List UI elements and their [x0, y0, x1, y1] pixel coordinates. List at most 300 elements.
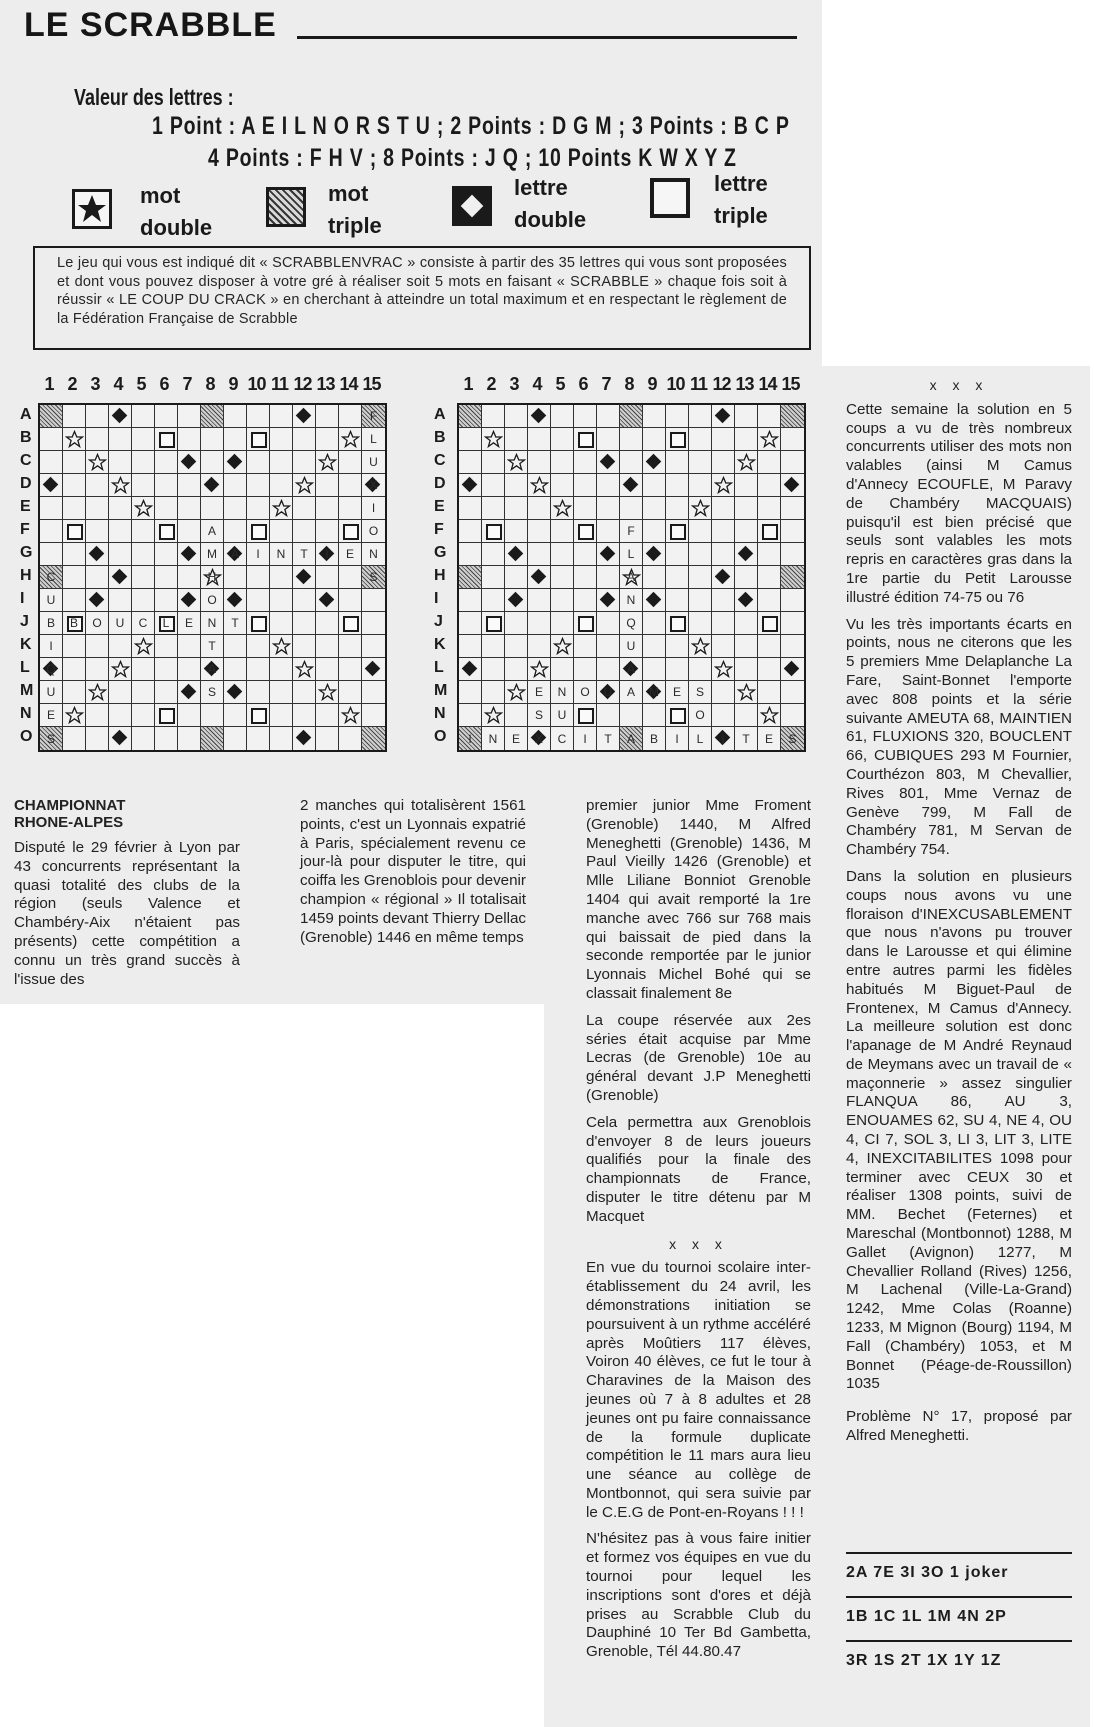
board-right-cell [758, 405, 781, 428]
board-left-cell [270, 520, 293, 543]
board-left-cell [155, 428, 178, 451]
double-letter-diamond-icon [227, 454, 243, 470]
board-left-cell [40, 681, 63, 704]
article-col1-paragraph: Disputé le 29 février à Lyon par 43 concurrents représentant la quasi totalité des clubs de la région (seuls Valence et Chambéry-Aix n'étaient pas présents) cette compétition a connu un très grand succès à l'issue des [14, 839, 240, 988]
board-right-cell [597, 658, 620, 681]
board-left-cell [247, 543, 270, 566]
board-right-cell [597, 474, 620, 497]
board-left-cell [109, 727, 132, 750]
board-left-cell [316, 681, 339, 704]
board-right-cell [551, 543, 574, 566]
double-letter-diamond-icon [462, 477, 478, 493]
board-tile-letter: U [557, 708, 567, 722]
board-right-cell [528, 704, 551, 727]
board-left-cell [63, 543, 86, 566]
board-right-triple-word-cell [781, 405, 804, 428]
board-left-cell [40, 474, 63, 497]
board-right-cell [574, 658, 597, 681]
board-left-cell [109, 704, 132, 727]
board-right-cell [735, 474, 758, 497]
double-letter-diamond-icon [112, 569, 128, 585]
board-left-cell [247, 727, 270, 750]
board-tile-letter: U [369, 455, 378, 469]
board-left-cell [86, 635, 109, 658]
board-right-cell [597, 727, 620, 750]
board-left-cell [247, 428, 270, 451]
article-column-4 [846, 372, 1072, 1454]
board-left-cell [63, 635, 86, 658]
board-right-cell [643, 520, 666, 543]
board-row-letter: L [434, 659, 444, 676]
board-right-cell [574, 727, 597, 750]
board-left-cell [132, 681, 155, 704]
double-letter-diamond-icon [112, 730, 128, 746]
board-left-cell [86, 428, 109, 451]
board-right-cell [505, 658, 528, 681]
board-right-cell [643, 681, 666, 704]
board-tile-letter: L [370, 432, 377, 446]
board-left-cell [362, 428, 385, 451]
board-right-cell [597, 543, 620, 566]
board-right-cell [689, 428, 712, 451]
board-right-cell [574, 497, 597, 520]
board-right-cell [459, 635, 482, 658]
board-left-cell [224, 405, 247, 428]
lettre-triple-square-icon [650, 178, 690, 218]
board-tile-letter: I [675, 731, 679, 746]
board-left-cell [270, 681, 293, 704]
double-letter-diamond-icon [738, 592, 754, 608]
board-right-cell [712, 451, 735, 474]
page-title: LE SCRABBLE [24, 6, 277, 44]
board-right-cell [758, 704, 781, 727]
board-left-cell [316, 612, 339, 635]
board-left-cell [293, 658, 316, 681]
board-left-cell [362, 543, 385, 566]
board-column-number: 1 [463, 374, 474, 394]
board-right-triple-word-cell [459, 727, 482, 750]
board-left-cell [178, 566, 201, 589]
board-left-cell [132, 658, 155, 681]
board-column-number: 7 [182, 374, 193, 394]
board-tile-letter: M [649, 685, 659, 699]
double-letter-diamond-icon [462, 661, 478, 677]
double-letter-diamond-icon [715, 408, 731, 424]
board-left-cell [63, 704, 86, 727]
board-left-cell [270, 428, 293, 451]
board-right-cell [482, 704, 505, 727]
board-tile-letter: H [207, 570, 217, 584]
board-right-cell [758, 658, 781, 681]
board-left-cell [316, 474, 339, 497]
board-right-cell [528, 520, 551, 543]
board-tile-letter: S [46, 731, 55, 746]
board-left-cell [270, 704, 293, 727]
board-right-cell [735, 566, 758, 589]
board-tile-letter: M [207, 547, 217, 561]
board-right-cell [597, 704, 620, 727]
board-tile-letter: N [276, 547, 286, 561]
board-right-cell [459, 520, 482, 543]
board-left-cell [155, 635, 178, 658]
board-row-letter: J [434, 613, 443, 630]
board-tile-letter: T [742, 731, 750, 746]
board-left-cell [293, 405, 316, 428]
board-left-cell [86, 566, 109, 589]
board-tile-letter: T [231, 616, 239, 630]
double-letter-diamond-icon [112, 408, 128, 424]
board-left-cell [224, 428, 247, 451]
board-left-cell [132, 497, 155, 520]
board-left-cell [40, 543, 63, 566]
board-left-cell [86, 658, 109, 681]
board-left-cell [40, 704, 63, 727]
board-left-cell [40, 497, 63, 520]
board-right-cell [574, 451, 597, 474]
board-left-cell [201, 589, 224, 612]
legend-lettre-double-word1: lettre [514, 175, 568, 200]
letter-values-line1: 1 Point : A E I L N O R S T U ; 2 Points : D G M ; 3 Points : B C P [152, 112, 790, 140]
double-letter-diamond-icon [715, 569, 731, 585]
board-tile-letter: X [369, 478, 378, 492]
board-left-cell [155, 704, 178, 727]
board-right-cell [643, 612, 666, 635]
board-right-cell [643, 727, 666, 750]
board-right-cell [551, 635, 574, 658]
double-letter-diamond-icon [600, 454, 616, 470]
board-left-cell [247, 451, 270, 474]
board-right-cell [781, 428, 804, 451]
board-left-cell [316, 520, 339, 543]
board-right-cell [666, 566, 689, 589]
board-tile-letter: S [207, 685, 216, 699]
board-right-cell [712, 520, 735, 543]
board-tile-letter: Q [626, 616, 636, 630]
board-right-cell [597, 428, 620, 451]
board-right-cell [459, 681, 482, 704]
board-tile-letter: S [788, 731, 797, 746]
article-col3-paragraph-1: premier junior Mme Froment (Grenoble) 1440, M Alfred Meneghetti (Grenoble) 1436, M Paul Vieilly 1426 (Grenoble) et Mlle Liliane Bonniot Grenoble 1404 qui avait remporté la 1re manche avec 766 sur 768 mais qui baissait de pied dans la seconde remportée par le junior Lyonnais Michel Bohé qui se classait finalement 8e [586, 797, 811, 1002]
board-tile-letter: A [207, 662, 216, 676]
board-right-cell [712, 543, 735, 566]
board-right-cell [574, 428, 597, 451]
board-left-cell [178, 451, 201, 474]
triple-letter-square-icon [159, 432, 175, 448]
board-left-cell [109, 612, 132, 635]
board-tile-letter: A [230, 547, 239, 561]
board-right-cell [689, 520, 712, 543]
triple-letter-square-icon [67, 524, 83, 540]
board-left-cell [40, 635, 63, 658]
board-column-number: 14 [339, 374, 358, 394]
double-letter-diamond-icon [319, 592, 335, 608]
board-left-cell [224, 520, 247, 543]
board-row-letter: M [434, 682, 448, 699]
triple-letter-square-icon [251, 616, 267, 632]
board-left-cell [132, 635, 155, 658]
legend-lettre-double-label [514, 172, 586, 236]
board-right-cell [781, 704, 804, 727]
double-letter-diamond-icon [181, 592, 197, 608]
board-column-number: 15 [362, 374, 381, 394]
board-right-cell [758, 428, 781, 451]
board-right-cell [666, 635, 689, 658]
board-left-cell [247, 566, 270, 589]
board-left-cell [362, 520, 385, 543]
board-row-letter: E [20, 498, 31, 515]
board-tile-letter: L [162, 616, 170, 630]
triple-letter-square-icon [343, 616, 359, 632]
board-row-letter: N [434, 705, 446, 722]
triple-letter-square-icon [578, 708, 594, 724]
board-right-cell [735, 520, 758, 543]
board-left-cell [339, 474, 362, 497]
board-left-cell [40, 612, 63, 635]
board-left-cell [86, 474, 109, 497]
board-column-number: 2 [67, 374, 78, 394]
board-tile-letter: F [627, 524, 635, 538]
board-left-cell [155, 612, 178, 635]
board-left-cell [270, 405, 293, 428]
board-right-cell [758, 520, 781, 543]
board-tile-letter: I [256, 547, 260, 561]
board-right-cell [620, 704, 643, 727]
board-left-cell [155, 681, 178, 704]
board-left-cell [293, 520, 316, 543]
board-right-cell [735, 612, 758, 635]
board-tile-letter: L [696, 731, 704, 746]
board-right-cell [666, 589, 689, 612]
board-right-cell [666, 428, 689, 451]
board-left-cell [178, 635, 201, 658]
board-column-number: 13 [316, 374, 335, 394]
board-left-cell [247, 704, 270, 727]
board-tile-letter: E [511, 731, 520, 746]
double-letter-diamond-icon [296, 408, 312, 424]
board-right-cell [735, 635, 758, 658]
board-right-cell [620, 635, 643, 658]
board-left-cell [201, 612, 224, 635]
board-left-row-letters [20, 403, 33, 748]
board-left-cell [339, 612, 362, 635]
board-right-cell [735, 405, 758, 428]
board-right-cell [551, 520, 574, 543]
board-tile-letter: E [764, 731, 773, 746]
board-left-cell [224, 451, 247, 474]
board-left-cell [109, 520, 132, 543]
board-left-cell [86, 451, 109, 474]
board-right-cell [643, 566, 666, 589]
triple-letter-square-icon [486, 524, 502, 540]
board-tile-letter: N [207, 616, 217, 630]
board-right-triple-word-cell [620, 405, 643, 428]
article-col3-paragraph-2: La coupe réservée aux 2es séries était acquise par Mme Lecras (de Grenoble) 10e au général devant J.P Meneghetti (Grenoble) [586, 1011, 811, 1104]
board-right-row-letters [434, 403, 447, 748]
board-left-cell [86, 520, 109, 543]
board-right-cell [620, 566, 643, 589]
board-left-cell [270, 612, 293, 635]
board-right-cell [505, 405, 528, 428]
board-right-cell [735, 497, 758, 520]
board-column-number: 2 [486, 374, 497, 394]
board-right-cell [620, 520, 643, 543]
board-right-cell [758, 543, 781, 566]
triple-letter-square-icon [159, 708, 175, 724]
board-right-cell [689, 681, 712, 704]
board-right-cell [689, 543, 712, 566]
board-left-cell [316, 727, 339, 750]
board-left-cell [178, 589, 201, 612]
board-left-cell [109, 589, 132, 612]
board-row-letter: C [20, 452, 32, 469]
article-column-3 [586, 797, 811, 1670]
board-left-triple-word-cell [362, 405, 385, 428]
legend-mot-triple-word1: mot [328, 181, 369, 206]
board-left-cell [155, 727, 178, 750]
board-left-cell [247, 635, 270, 658]
board-right-cell [666, 497, 689, 520]
board-row-letter: H [434, 567, 446, 584]
double-letter-diamond-icon [227, 684, 243, 700]
board-left-cell [155, 405, 178, 428]
board-right-cell [643, 635, 666, 658]
double-letter-diamond-icon [181, 454, 197, 470]
board-left-cell [293, 727, 316, 750]
triple-letter-square-icon [578, 524, 594, 540]
board-left-cell [63, 405, 86, 428]
board-right-cell [574, 635, 597, 658]
section-separator-top: x x x [929, 377, 989, 393]
board-column-number: 3 [509, 374, 520, 394]
board-right-cell [482, 428, 505, 451]
board-left-cell [109, 474, 132, 497]
board-tile-letter: S [369, 570, 378, 584]
board-right-cell [505, 543, 528, 566]
board-right-cell [574, 589, 597, 612]
board-right-cell [574, 612, 597, 635]
board-left-cell [293, 681, 316, 704]
board-right-cell [666, 543, 689, 566]
board-right-cell [758, 635, 781, 658]
board-left-cell [155, 566, 178, 589]
triple-letter-square-icon [251, 524, 267, 540]
board-left-cell [293, 635, 316, 658]
board-right-cell [758, 497, 781, 520]
board-tile-letter: N [488, 731, 498, 746]
board-right-cell [459, 589, 482, 612]
board-column-number: 4 [113, 374, 124, 394]
board-left-cell [362, 612, 385, 635]
board-left-cell [155, 658, 178, 681]
mot-triple-hatch-icon [266, 187, 306, 227]
legend-lettre-triple-word2: triple [714, 203, 768, 228]
board-tile-letter: A [626, 662, 635, 676]
problem-draw-3: 3R 1S 2T 1X 1Y 1Z [846, 1640, 1072, 1684]
board-right-cell [781, 451, 804, 474]
triple-letter-square-icon [251, 432, 267, 448]
board-right-triple-word-cell [459, 405, 482, 428]
scrabble-board-left [38, 403, 387, 752]
board-tile-letter: U [603, 685, 613, 699]
board-left-cell [362, 589, 385, 612]
board-left-cell [247, 612, 270, 635]
board-right-cell [551, 566, 574, 589]
board-left-cell [178, 543, 201, 566]
board-tile-letter: N [369, 547, 378, 561]
board-tile-letter: C [138, 616, 148, 630]
board-left-cell [109, 543, 132, 566]
board-left-cell [224, 658, 247, 681]
board-left-cell [86, 543, 109, 566]
board-right-cell [574, 566, 597, 589]
board-left-cell [109, 681, 132, 704]
board-right-cell [505, 497, 528, 520]
board-right-cell [781, 543, 804, 566]
board-left-cell [316, 635, 339, 658]
board-left-cell [224, 497, 247, 520]
board-left-cell [293, 589, 316, 612]
board-right-cell [551, 658, 574, 681]
board-tile-letter: U [46, 593, 56, 607]
board-left-cell [132, 405, 155, 428]
board-right-cell [482, 451, 505, 474]
board-right-cell [459, 451, 482, 474]
board-right-cell [505, 727, 528, 750]
board-right-cell [712, 405, 735, 428]
double-letter-diamond-icon [181, 684, 197, 700]
board-right-cell [551, 497, 574, 520]
board-left-cell [40, 428, 63, 451]
board-right-cell [643, 405, 666, 428]
board-right-cell [666, 658, 689, 681]
board-right-cell [781, 589, 804, 612]
board-right-cell [712, 635, 735, 658]
board-left-cell [63, 451, 86, 474]
double-letter-diamond-icon [181, 546, 197, 562]
board-tile-letter: E [672, 685, 681, 699]
board-left-cell [132, 589, 155, 612]
board-tile-letter: N [557, 685, 567, 699]
board-row-letter: D [20, 475, 32, 492]
board-left-cell [293, 497, 316, 520]
board-left-cell [362, 635, 385, 658]
board-right-cell [643, 704, 666, 727]
board-row-letter: O [20, 728, 33, 745]
board-left-cell [86, 589, 109, 612]
board-right-cell [643, 451, 666, 474]
article-col2-paragraph: 2 manches qui totalisèrent 1561 points, c'est un Lyonnais expatrié à Paris, spécialement revenu ce jour-là pour disputer le titre, qui coiffa les Grenoblois pour devenir champion « régional » Il totalisait 1459 points devant Thierry Dellac (Grenoble) 1446 en même temps [300, 797, 526, 946]
board-left-cell [155, 474, 178, 497]
board-right-cell [620, 451, 643, 474]
board-left-cell [339, 451, 362, 474]
board-left-cell [132, 704, 155, 727]
board-column-number: 1 [44, 374, 55, 394]
board-right-cell [482, 658, 505, 681]
board-left-cell [63, 520, 86, 543]
board-left-cell [86, 405, 109, 428]
board-right-cell [459, 543, 482, 566]
board-column-number: 8 [624, 374, 635, 394]
board-right-cell [666, 681, 689, 704]
board-left-cell [86, 681, 109, 704]
board-right-cell [735, 658, 758, 681]
board-left-cell [316, 451, 339, 474]
board-tile-letter: U [626, 639, 636, 653]
board-right-cell [551, 589, 574, 612]
board-left-cell [109, 635, 132, 658]
board-right-cell [551, 681, 574, 704]
board-column-number: 11 [689, 374, 708, 394]
